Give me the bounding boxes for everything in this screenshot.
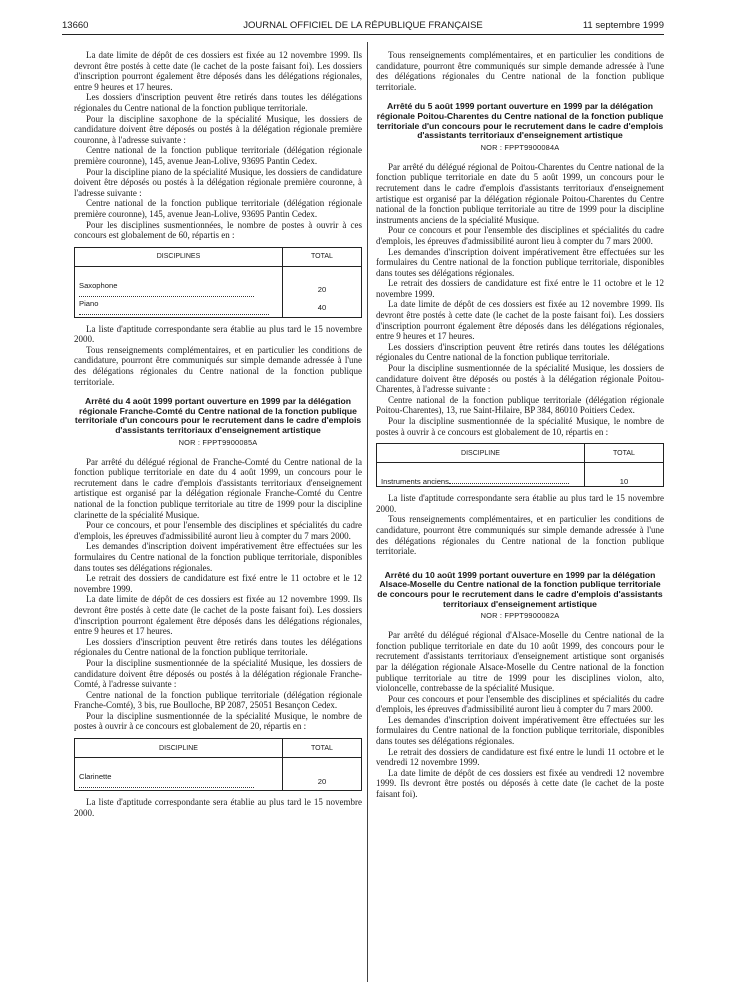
paragraph: La liste d'aptitude correspondante sera établie au plus tard le 15 novembre 2000. xyxy=(376,493,664,514)
disciplines-table xyxy=(74,247,362,318)
row-label: Piano xyxy=(79,298,99,308)
paragraph: Pour ce concours, et pour l'ensemble des disciplines et spécialités du cadre d'emplois, les épreuves d'admissibilité auront lieu à compter du 7 mars 2000. xyxy=(74,520,362,541)
table-header-discipline: DISCIPLINES xyxy=(75,247,283,266)
paragraph: Pour la discipline piano de la spécialité Musique, les dossiers de candidature doivent être déposés ou postés à la délégation régionale première couronne, à l'adresse suivante : xyxy=(74,166,362,198)
table-header-total: TOTAL xyxy=(283,247,362,266)
address-paragraph: Centre national de la fonction publique territoriale (délégation régionale première couronne), 145, avenue Jean-Lolive, 93695 Pantin Cedex. xyxy=(74,198,362,219)
table-header-discipline: DISCIPLINE xyxy=(75,739,283,758)
paragraph: Les demandes d'inscription doivent impérativement être effectuées sur les formulaires du Centre national de la fonction publique territoriale, disponibles dans toutes ses délégations régionales. xyxy=(74,541,362,573)
paragraph: Les dossiers d'inscription peuvent être retirés dans toutes les délégations régionales du Centre national de la fonction publique territoriale. xyxy=(74,636,362,658)
address-paragraph: Centre national de la fonction publique territoriale (délégation régionale première couronne), 145, avenue Jean-Lolive, 93695 Pantin Cedex. xyxy=(74,145,362,166)
table-row xyxy=(75,772,362,791)
table-row xyxy=(75,299,362,318)
table-header-total: TOTAL xyxy=(585,444,664,463)
paragraph: Pour ce concours et pour l'ensemble des disciplines et spécialités du cadre d'emplois, les épreuves d'admissibilité auront lieu à compter du 7 mars 2000. xyxy=(376,225,664,246)
row-label: Saxophone xyxy=(79,280,118,290)
address-paragraph: Centre national de la fonction publique territoriale (délégation régionale Poitou-Charentes), 13, rue Saint-Hilaire, BP 384, 86010 Poitiers Cedex. xyxy=(376,394,664,416)
row-value: 20 xyxy=(283,281,362,299)
paragraph: La liste d'aptitude correspondante sera établie au plus tard le 15 novembre 2000. xyxy=(74,323,362,345)
decree-title: Arrêté du 10 août 1999 portant ouverture en 1999 par la délégation Alsace-Moselle du Centre national de la fonction publique territoriale de concours pour le recrutement dans le cadre d'emplois d'assistants territoriaux d'enseignement artistique xyxy=(377,569,663,609)
discipline-table-clarinette xyxy=(74,738,362,791)
paragraph: Les dossiers d'inscription peuvent être retirés dans toutes les délégations régionales du Centre national de la fonction publique territoriale. xyxy=(376,341,664,363)
paragraph: La date limite de dépôt de ces dossiers est fixée au vendredi 12 novembre 1999. Ils devront être postés ou déposés à cette date (le cachet de la poste faisant foi). xyxy=(376,767,664,800)
page-number: 13660 xyxy=(62,20,89,31)
paragraph: Par arrêté du délégué régional d'Alsace-Moselle du Centre national de la fonction publique territoriale en date du 10 août 1999, des concours pour le recrutement d'assistants territoriaux d'enseignement artistique sont organisés par la délégation régionale Alsace-Moselle du Centre national de la fonction publique territoriale au titre de 1999 pour les disciplines violon, alto, violoncelle, contrebasse de la spécialité Musique. xyxy=(376,630,664,694)
paragraph: Pour la discipline susmentionnée de la spécialité Musique, les dossiers de candidature doivent être déposés ou postés à la délégation régionale Poitou-Charentes, à l'adresse suivante : xyxy=(376,363,664,395)
column-divider xyxy=(367,42,368,982)
nor-reference: NOR : FPPT9900082A xyxy=(480,611,560,621)
paragraph: La date limite de dépôt de ces dossiers est fixée au 12 novembre 1999. Ils devront être postés à cette date (le cachet de la poste faisant foi). Les dossiers d'inscription pourront également être déposés dans les délégations régionales, entre 9 heures et 17 heures. xyxy=(74,50,362,92)
table-header-total: TOTAL xyxy=(283,739,362,758)
address-paragraph: Centre national de la fonction publique territoriale (délégation régionale Franche-Comté), 3 bis, rue Boulloche, BP 2087, 25051 Besançon Cedex. xyxy=(74,689,362,711)
left-column xyxy=(74,50,362,980)
row-value: 10 xyxy=(585,477,664,487)
paragraph: Par arrêté du délégué régional de Franche-Comté du Centre national de la fonction publique territoriale en date du 4 août 1999, un concours pour le recrutement dans le cadre d'emplois d'assistants territoriaux d'enseignement artistique est organisé par la délégation régionale Franche-Comté du Centre national de la fonction publique territoriale au titre de 1999 pour la discipline clarinette de la spécialité Musique. xyxy=(74,456,362,520)
paragraph: Pour ces concours et pour l'ensemble des disciplines et spécialités du cadre d'emplois, les épreuves d'admissibilité auront lieu à compter du 7 mars 2000. xyxy=(376,693,664,715)
paragraph: Les demandes d'inscription doivent impérativement être effectuées sur les formulaires du Centre national de la fonction publique territoriale, disponibles dans toutes ses délégations régionales. xyxy=(376,714,664,747)
paragraph: Pour la discipline susmentionnée de la spécialité Musique, le nombre de postes à ouvrir à ce concours est globalement de 10, répartis en : xyxy=(376,416,664,437)
row-label: Instruments anciens xyxy=(381,477,449,487)
nor-reference: NOR : FPPT9900084A xyxy=(480,142,560,152)
paragraph: Le retrait des dossiers de candidature est fixé entre le 11 octobre et le 12 novembre 1999. xyxy=(376,278,664,299)
table-row xyxy=(75,281,362,299)
paragraph: La date limite de dépôt de ces dossiers est fixée au 12 novembre 1999. Ils devront être postés à cette date (le cachet de la poste faisant foi). Les dossiers d'inscription pourront également être déposés dans les délégations régionales, entre 9 heures et 17 heures. xyxy=(74,594,362,637)
paragraph: Tous renseignements complémentaires, et en particulier les conditions de candidature, pourront être communiqués sur simple demande adressée à l'une des délégations régionales du Centre national de la fonction publique territoriale. xyxy=(376,50,664,92)
publication-date: 11 septembre 1999 xyxy=(582,20,664,31)
row-value: 20 xyxy=(283,772,362,791)
row-value: 40 xyxy=(283,299,362,318)
paragraph: Tous renseignements complémentaires, et en particulier les conditions de candidature, pourront être communiqués sur simple demande adressée à l'une des délégations régionales du Centre national de la fonction publique territoriale. xyxy=(74,344,362,387)
discipline-table-instruments-anciens xyxy=(376,443,664,487)
paragraph: Par arrêté du délégué régional de Poitou-Charentes du Centre national de la fonction publique territoriale en date du 5 août 1999, un concours pour le recrutement dans le cadre d'emplois d'assistants territoriaux d'enseignement artistique est organisé par la délégation régionale Poitou-Charentes du Centre national de la fonction publique territoriale au titre de 1999 pour la discipline instruments anciens de la spécialité Musique. xyxy=(376,161,664,225)
table-header-discipline: DISCIPLINE xyxy=(377,444,585,463)
paragraph: Les demandes d'inscription doivent impérativement être effectuées sur les formulaires du Centre national de la fonction publique territoriale, disponibles dans toutes ses délégations régionales. xyxy=(376,246,664,278)
decree-title: Arrêté du 4 août 1999 portant ouverture en 1999 par la délégation régionale Franche-Comté du Centre national de la fonction publique territoriale d'un concours pour le recrutement dans le cadre d'emplois d'assistants territoriaux d'enseignement artistique xyxy=(74,396,362,436)
paragraph: Pour les disciplines susmentionnées, le nombre de postes à ouvrir à ces concours est globalement de 60, répartis en : xyxy=(74,219,362,241)
paragraph: Tous renseignements complémentaires, et en particulier les conditions de candidature, pourront être communiqués sur simple demande adressée à l'une des délégations régionales du Centre national de la fonction publique territoriale. xyxy=(376,514,664,557)
paragraph: Pour la discipline susmentionnée de la spécialité Musique, les dossiers de candidature doivent être déposés ou postés à la délégation régionale Franche-Comté, à l'adresse suivante : xyxy=(74,657,362,690)
paragraph: La liste d'aptitude correspondante sera établie au plus tard le 15 novembre 2000. xyxy=(74,797,362,818)
paragraph: La date limite de dépôt de ces dossiers est fixée au 12 novembre 1999. Ils devront être postés à cette date (le cachet de la poste faisant foi). Les dossiers d'inscription pourront également être déposés dans les délégations régionales, entre 9 heures et 17 heures. xyxy=(376,299,664,342)
nor-reference: NOR : FPPT9900085A xyxy=(178,437,258,447)
table-row xyxy=(377,477,664,487)
page-header xyxy=(62,18,664,35)
row-label: Clarinette xyxy=(79,772,112,782)
decree-title: Arrêté du 5 août 1999 portant ouverture en 1999 par la délégation régionale Poitou-Charentes du Centre national de la fonction publique territoriale d'un concours pour le recrutement dans le cadre d'emplois d'assistants territoriaux d'enseignement artistique xyxy=(376,101,664,141)
paragraph: Le retrait des dossiers de candidature est fixé entre le lundi 11 octobre et le vendredi 12 novembre 1999. xyxy=(376,746,664,768)
right-column xyxy=(376,50,664,980)
paragraph: Pour la discipline saxophone de la spécialité Musique, les dossiers de candidature doivent être déposés ou postés à la délégation régionale première couronne, à l'adresse suivante : xyxy=(74,113,362,145)
journal-title: JOURNAL OFFICIEL DE LA RÉPUBLIQUE FRANÇAISE xyxy=(243,20,483,31)
paragraph: Pour la discipline susmentionnée de la spécialité Musique, le nombre de postes à ouvrir à ce concours est globalement de 20, répartis en : xyxy=(74,710,362,732)
paragraph: Le retrait des dossiers de candidature est fixé entre le 11 octobre et le 12 novembre 1999. xyxy=(74,573,362,594)
paragraph: Les dossiers d'inscription peuvent être retirés dans toutes les délégations régionales du Centre national de la fonction publique territoriale. xyxy=(74,92,362,113)
